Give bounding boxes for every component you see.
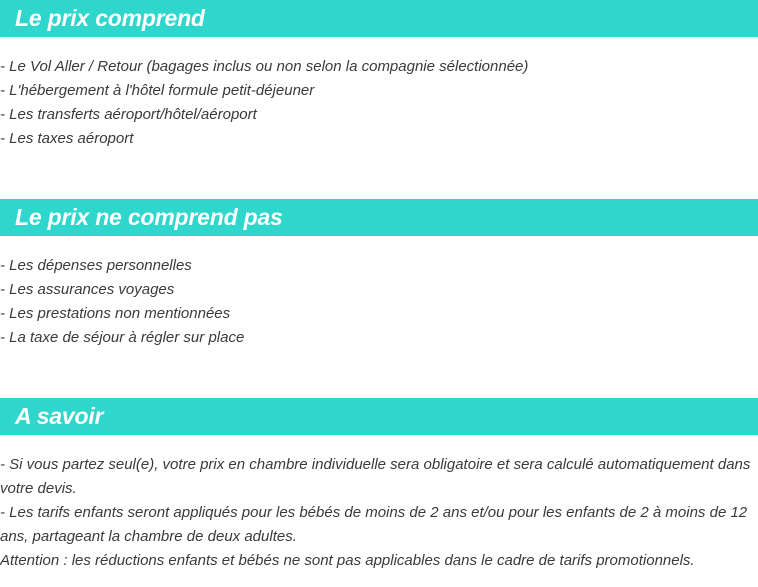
list-item: - Les prestations non mentionnées — [0, 305, 231, 322]
list-item: - La taxe de séjour à régler sur place — [0, 329, 245, 346]
section-price-excludes — [0, 199, 758, 350]
list-item: - L'hébergement à l'hôtel formule petit-déjeuner — [0, 82, 315, 99]
list-item: - Le Vol Aller / Retour (bagages inclus ou non selon la compagnie sélectionnée) — [0, 58, 529, 75]
list-item: - Les assurances voyages — [0, 281, 175, 298]
section-header — [0, 398, 758, 435]
list-item: - Les taxes aéroport — [0, 130, 134, 147]
section-title: A savoir — [15, 403, 104, 429]
section-price-includes — [0, 0, 758, 151]
section-header — [0, 199, 758, 236]
section-body — [0, 435, 758, 573]
section-good-to-know — [0, 398, 758, 573]
info-paragraph: - Si vous partez seul(e), votre prix en chambre individuelle sera obligatoire et sera calculé automatiquement dans votre devis. — [0, 456, 751, 497]
list-item: - Les transferts aéroport/hôtel/aéroport — [0, 106, 257, 123]
section-body — [0, 236, 758, 350]
info-paragraph: - Les tarifs enfants seront appliqués pour les bébés de moins de 2 ans et/ou pour les enfants de 2 à moins de 12 ans, partageant la chambre de deux adultes. — [0, 504, 748, 545]
section-body — [0, 37, 758, 151]
section-header — [0, 0, 758, 37]
list-item: - Les dépenses personnelles — [0, 257, 192, 274]
section-title: Le prix comprend — [15, 5, 205, 31]
section-title: Le prix ne comprend pas — [15, 204, 283, 230]
info-paragraph: Attention : les réductions enfants et bébés ne sont pas applicables dans le cadre de tarifs promotionnels. — [0, 552, 695, 569]
